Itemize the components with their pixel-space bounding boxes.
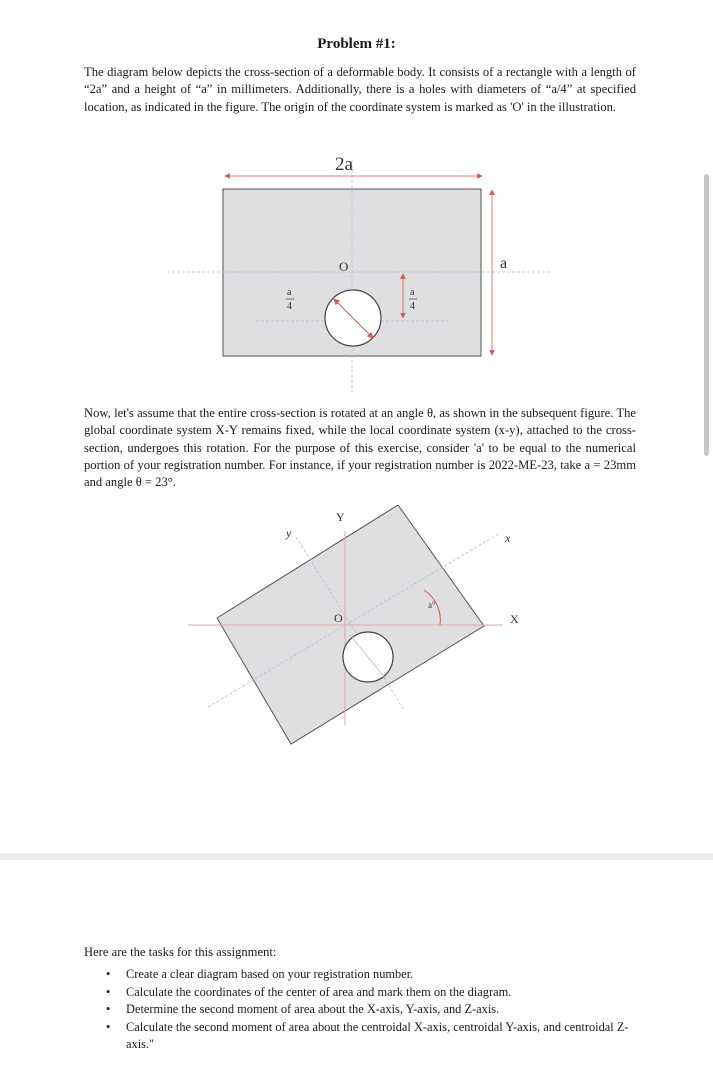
right-fraction-numerator: a <box>410 287 415 298</box>
width-label: 2a <box>335 154 353 175</box>
task-item: • Calculate the second moment of area about the centroidal X-axis, centroidal Y-axis, and centroidal Z-axis." <box>84 1019 636 1054</box>
left-fraction-numerator: a <box>287 287 292 298</box>
intro-paragraph: The diagram below depicts the cross-section of a deformable body. It consists of a rectangle with a length of “2a” and a height of “a” in millimeters. Additionally, there is a holes with diameters of “a/4” at specified location, as indicated in the figure. The origin of the coordinate system is marked as 'O' in the illustration. <box>84 65 636 114</box>
global-x-label: X <box>510 612 519 626</box>
task-item: • Determine the second moment of area about the X-axis, Y-axis, and Z-axis. <box>84 1001 636 1019</box>
origin-label: O <box>339 259 349 274</box>
local-y-label: y <box>286 526 292 540</box>
rotated-origin-label: O <box>334 611 343 625</box>
height-label: a <box>500 255 508 272</box>
rotated-section-figure <box>0 505 713 750</box>
left-fraction-denominator: 4 <box>287 301 292 312</box>
tasks-heading: Here are the tasks for this assignment: <box>84 945 277 959</box>
tasks-list <box>84 966 636 1054</box>
angle-label: a° <box>428 600 436 610</box>
problem-title: Problem #1: <box>317 36 396 52</box>
global-y-label: Y <box>336 510 345 524</box>
task-item: • Calculate the coordinates of the center of area and mark them on the diagram. <box>84 984 636 1002</box>
cross-section-figure <box>0 150 713 400</box>
rotation-paragraph: Now, let's assume that the entire cross-section is rotated at an angle θ, as shown in the subsequent figure. The global coordinate system X-Y remains fixed, while the local coordinate system (x-y), attached to the cross-section, undergoes this rotation. For the purpose of this exercise, consider 'a' to be equal to the numerical portion of your registration number. For instance, if your registration number is 2022-ME-23, take a = 23mm and angle θ = 23°. <box>84 406 636 490</box>
scrollbar-thumb[interactable] <box>704 174 709 456</box>
local-x-label: x <box>505 531 511 545</box>
page-divider <box>0 853 713 860</box>
task-item: • Create a clear diagram based on your registration number. <box>84 966 636 984</box>
right-fraction-denominator: 4 <box>410 301 415 312</box>
